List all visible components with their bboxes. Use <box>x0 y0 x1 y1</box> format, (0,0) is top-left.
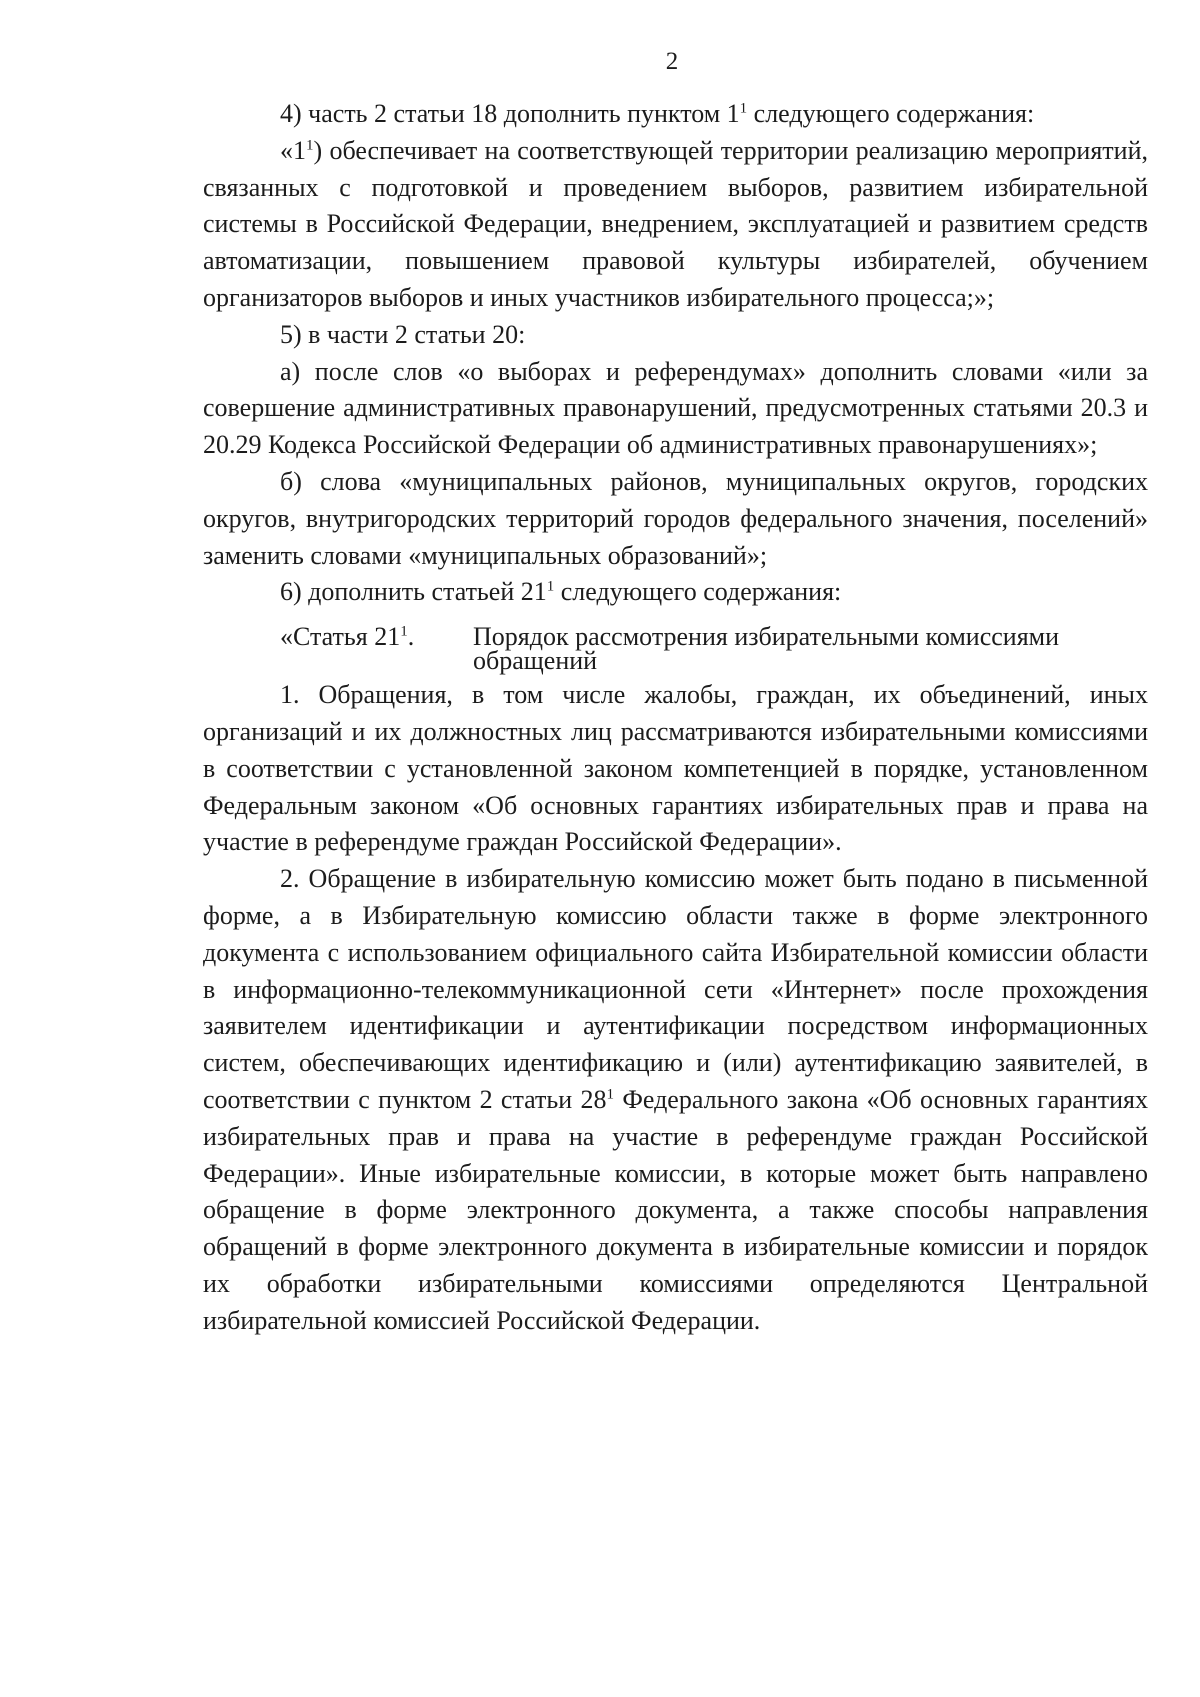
paragraph-item-5: 5) в части 2 статьи 20: <box>280 319 526 349</box>
paragraph-item-5b: б) слова «муниципальных районов, муниципальных округов, городских округов, внутригородских территорий городов федерального значения, поселений» заменить словами «муниципальных образований»; <box>203 466 1148 570</box>
paragraph-text: следующего содержания: <box>554 577 842 607</box>
page-number: 2 <box>665 48 679 75</box>
article-paragraph-2 <box>203 861 1148 1339</box>
article-number <box>280 622 473 673</box>
superscript: 1 <box>606 1086 614 1103</box>
paragraph-text: 4) часть 2 статьи 18 дополнить пунктом 1 <box>280 99 740 128</box>
article-number-text: . <box>407 622 415 652</box>
paragraph-item-5a: а) после слов «о выборах и референдумах» дополнить словами «или за совершение административных правонарушений, предусмотренных статьями 20.3 и 20.29 Кодекса Российской Федерации об административных правонарушениях»; <box>203 356 1148 460</box>
paragraph-text: 6) дополнить статьей 21 <box>280 577 547 607</box>
paragraph-text: Федерального закона «Об основных гарантиях избирательных прав и права на участие в референдуме граждан Российской Федерации». Иные избирательные комиссии, в которые может быть направлено обращение в форме электронного документа, а также способы направления обращений в форме электронного документа в избирательные комиссии и порядок их обработки избирательными комиссиями определяются Центральной избирательной комиссией Российской Федерации. <box>203 1084 1148 1335</box>
article-heading <box>203 622 1148 676</box>
superscript: 1 <box>400 623 408 640</box>
paragraph-item-4-quote <box>203 133 1148 317</box>
paragraph-item-6 <box>203 574 1148 611</box>
superscript: 1 <box>546 578 555 595</box>
paragraph-text: следующего содержания: <box>747 99 1035 128</box>
paragraph-item-4 <box>203 96 1148 133</box>
document-body <box>203 96 1148 1340</box>
superscript: 1 <box>306 137 314 154</box>
paragraph-text: ) обеспечивает на соответствующей территории реализацию мероприятий, связанных с подготовкой и проведением выборов, развитием избирательной системы в Российской Федерации, внедрением, эксплуатацией и развитием средств автоматизации, повышением правовой культуры избирателей, обучением организаторов выборов и иных участников избирательного процесса;»; <box>203 135 1148 312</box>
superscript: 1 <box>739 100 748 117</box>
article-paragraph-1: 1. Обращения, в том числе жалобы, граждан, их объединений, иных организаций и их должностных лиц рассматриваются избирательными комиссиями в соответствии с установленной законом компетенцией в порядке, установленном Федеральным законом «Об основных гарантиях избирательных прав и права на участие в референдуме граждан Российской Федерации». <box>203 680 1148 857</box>
article-title: Порядок рассмотрения избирательными комиссиями обращений <box>473 622 1060 676</box>
paragraph-text: «1 <box>280 135 306 165</box>
paragraph-text: 2. Обращение в избирательную комиссию может быть подано в письменной форме, а в Избирательную комиссию области также в форме электронного документа с использованием официального сайта Избирательной комиссии области в информационно-телекоммуникационной сети «Интернет» после прохождения заявителем идентификации и аутентификации посредством информационных систем, обеспечивающих идентификацию и (или) аутентификацию заявителей, в соответствии с пунктом 2 статьи 28 <box>203 864 1148 1114</box>
article-number-text: «Статья 21 <box>280 622 401 652</box>
